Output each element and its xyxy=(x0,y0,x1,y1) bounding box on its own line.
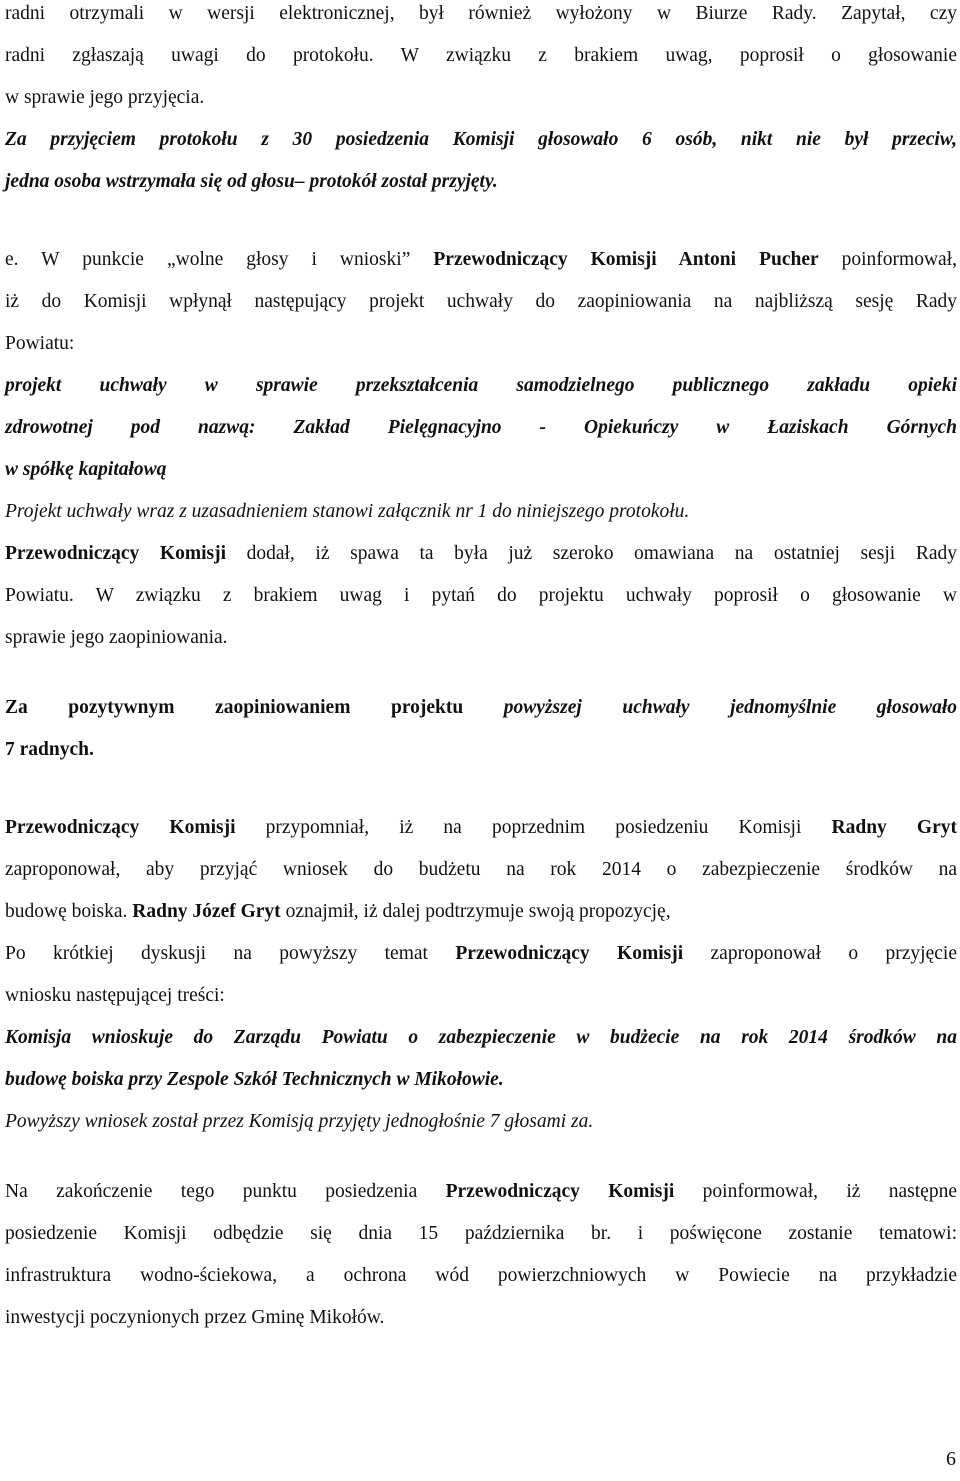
page-number: 6 xyxy=(946,1448,956,1470)
spacer xyxy=(5,203,957,239)
spacer xyxy=(5,659,957,687)
attachment-note: Projekt uchwały wraz z uzasadnieniem stanowi załącznik nr 1 do niniejszego protokołu. xyxy=(5,501,690,522)
text-line xyxy=(5,1171,957,1213)
text-line: radni otrzymali w wersji elektronicznej, był również wyłożony w Biurze Rady. Zapytał, czy xyxy=(5,3,957,24)
paragraph-protocol-intro xyxy=(5,0,957,203)
text-span: oznajmił, iż dalej podtrzymuje swoją propozycję, xyxy=(280,901,671,922)
text-line: Powiatu: xyxy=(5,333,75,354)
paragraph-free-motions xyxy=(5,239,957,659)
text-line: sprawie jego zaopiniowania. xyxy=(5,627,228,648)
text-line xyxy=(5,533,957,575)
text-span: budowę boiska. xyxy=(5,901,133,922)
text-line: zaproponował, aby przyjąć wniosek do budżetu na rok 2014 o zabezpieczenie środków na xyxy=(5,859,957,880)
spacer xyxy=(5,771,957,807)
text-line: w sprawie jego przyjęcia. xyxy=(5,87,205,108)
text-line xyxy=(5,933,957,975)
chairman-ref: Przewodniczący Komisji xyxy=(455,943,684,964)
text-span: W punkcie „wolne głosy i wnioski” xyxy=(18,249,434,270)
chairman-ref: Przewodniczący Komisji xyxy=(5,543,226,564)
text-line: wniosku następującej treści: xyxy=(5,985,225,1006)
text-line: inwestycji poczynionych przez Gminę Mikołów. xyxy=(5,1307,385,1328)
spacer xyxy=(5,1143,957,1171)
vote-result-line: Za przyjęciem protokołu z 30 posiedzenia Komisji głosowało 6 osób, nikt nie był przeciw, xyxy=(5,129,957,150)
vote-opinion-line xyxy=(5,687,957,729)
text-line: Powiatu. W związku z brakiem uwag i pytań do projektu uchwały poprosił o głosowanie w xyxy=(5,585,957,606)
text-line: posiedzenie Komisji odbędzie się dnia 15 października br. i poświęcone zostanie tematowi: xyxy=(5,1223,957,1244)
text-span: dodał, iż spawa ta była już szeroko omawiana na ostatniej sesji Rady xyxy=(225,543,957,564)
text-span: Po krótkiej dyskusji na powyższy temat xyxy=(5,943,456,964)
list-marker: e. xyxy=(5,249,19,270)
text-line xyxy=(5,239,957,281)
text-span: Za pozytywnym zaopiniowaniem projektu xyxy=(5,697,464,718)
text-line xyxy=(5,807,957,849)
chairman-ref: Przewodniczący Komisji xyxy=(445,1181,675,1202)
vote-count: 7 radnych. xyxy=(5,739,94,760)
resolution-title-line: zdrowotnej pod nazwą: Zakład Pielęgnacyjno - Opiekuńczy w Łaziskach Górnych xyxy=(5,417,957,438)
motion-text-line: budowę boiska przy Zespole Szkół Technicznych w Mikołowie. xyxy=(5,1069,504,1090)
document-page xyxy=(5,0,957,1339)
councillor-ref: Radny Gryt xyxy=(831,817,957,838)
text-span: powyższej uchwały jednomyślnie głosowało xyxy=(463,697,957,718)
text-span: poinformował, iż następne xyxy=(674,1181,957,1202)
motion-text-line: Komisja wnioskuje do Zarządu Powiatu o zabezpieczenie w budżecie na rok 2014 środków na xyxy=(5,1027,957,1048)
text-line xyxy=(5,891,957,933)
paragraph-next-meeting xyxy=(5,1171,957,1339)
text-span: poinformował, xyxy=(818,249,957,270)
councillor-name: Radny Józef Gryt xyxy=(132,901,281,922)
text-line: infrastruktura wodno-ściekowa, a ochrona wód powierzchniowych w Powiecie na przykładzie xyxy=(5,1265,957,1286)
text-line: iż do Komisji wpłynął następujący projekt uchwały do zaopiniowania na najbliższą sesję Rady xyxy=(5,291,957,312)
paragraph-vote-opinion xyxy=(5,687,957,771)
chairman-ref: Przewodniczący Komisji xyxy=(5,817,236,838)
resolution-title-line: projekt uchwały w sprawie przekształcenia samodzielnego publicznego zakładu opieki xyxy=(5,375,957,396)
text-line: radni zgłaszają uwagi do protokołu. W związku z brakiem uwag, poprosił o głosowanie xyxy=(5,45,957,66)
vote-result-line: jedna osoba wstrzymała się od głosu– protokół został przyjęty. xyxy=(5,171,498,192)
text-span: zaproponował o przyjęcie xyxy=(683,943,957,964)
chairman-name: Przewodniczący Komisji Antoni Pucher xyxy=(433,249,819,270)
text-span: Na zakończenie tego punktu posiedzenia xyxy=(5,1181,446,1202)
text-span: przypomniał, iż na poprzednim posiedzeniu Komisji xyxy=(235,817,832,838)
motion-result: Powyższy wniosek został przez Komisją przyjęty jednogłośnie 7 głosami za. xyxy=(5,1111,594,1132)
resolution-title-line: w spółkę kapitałową xyxy=(5,459,167,480)
paragraph-budget-motion xyxy=(5,807,957,1143)
